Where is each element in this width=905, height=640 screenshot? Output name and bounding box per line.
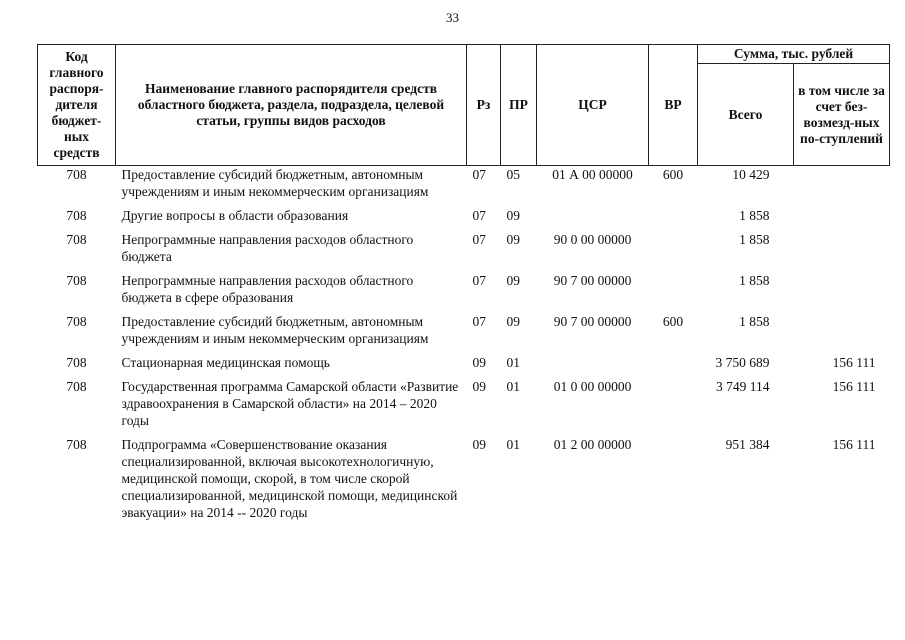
row-csr: 90 7 00 00000 bbox=[553, 314, 632, 329]
header-csr: ЦСР bbox=[537, 45, 649, 166]
row-rz: 07 bbox=[472, 273, 486, 288]
row-code: 708 bbox=[66, 167, 87, 182]
row-vr: 600 bbox=[662, 314, 684, 329]
row-vr bbox=[649, 272, 698, 306]
row-code: 708 bbox=[66, 437, 87, 452]
header-code: Код главного распоря-дителя бюджет-ных средств bbox=[38, 45, 116, 166]
row-csr bbox=[537, 354, 649, 371]
row-gratuitous bbox=[794, 272, 890, 306]
row-name: Непрограммные направления расходов областного бюджета bbox=[121, 232, 414, 264]
row-total: 1 858 bbox=[739, 273, 770, 288]
row-code: 708 bbox=[66, 379, 87, 394]
table-row bbox=[38, 272, 890, 306]
row-gratuitous: 156 111 bbox=[832, 379, 876, 394]
row-vr bbox=[649, 378, 698, 429]
row-gratuitous: 156 111 bbox=[832, 355, 876, 370]
row-gratuitous bbox=[794, 207, 890, 224]
header-vr: ВР bbox=[649, 45, 698, 166]
row-pr: 01 bbox=[506, 379, 520, 394]
row-rz: 07 bbox=[472, 232, 486, 247]
table-row bbox=[38, 231, 890, 265]
table-row bbox=[38, 313, 890, 347]
page-number: 33 bbox=[446, 10, 459, 25]
row-total: 10 429 bbox=[732, 167, 770, 182]
row-total: 3 750 689 bbox=[715, 355, 770, 370]
row-vr bbox=[649, 231, 698, 265]
row-name: Предоставление субсидий бюджетным, автономным учреждениям и иным некоммерческим организациям bbox=[121, 314, 429, 346]
row-pr: 09 bbox=[506, 208, 520, 223]
row-gratuitous bbox=[794, 166, 890, 201]
row-rz: 07 bbox=[472, 208, 486, 223]
row-code: 708 bbox=[66, 208, 87, 223]
row-rz: 07 bbox=[472, 167, 486, 182]
row-vr bbox=[649, 436, 698, 521]
row-pr: 09 bbox=[506, 314, 520, 329]
row-name: Подпрограмма «Совершенствование оказания специализированной, включая высокотехнологичную, медицинской помощи, скорой, в том числе скорой специализированной, медицинской помощи, медицинской эвакуации» на 2014 -- 2020 годы bbox=[121, 437, 458, 520]
row-name: Стационарная медицинская помощь bbox=[121, 355, 330, 370]
table-row bbox=[38, 436, 890, 521]
row-total: 3 749 114 bbox=[716, 379, 770, 394]
header-sum: Сумма, тыс. рублей bbox=[698, 45, 890, 64]
row-name: Непрограммные направления расходов областного бюджета в сфере образования bbox=[121, 273, 414, 305]
table-row bbox=[38, 166, 890, 201]
row-code: 708 bbox=[66, 314, 87, 329]
row-gratuitous: 156 111 bbox=[832, 437, 876, 452]
table-row bbox=[38, 354, 890, 371]
row-code: 708 bbox=[66, 273, 87, 288]
row-csr: 01 А 00 00000 bbox=[552, 167, 633, 182]
row-vr bbox=[649, 354, 698, 371]
header-pr: ПР bbox=[501, 45, 537, 166]
row-vr: 600 bbox=[662, 167, 684, 182]
row-code: 708 bbox=[66, 232, 87, 247]
row-rz: 07 bbox=[472, 314, 486, 329]
row-total: 1 858 bbox=[739, 314, 770, 329]
row-csr: 01 0 00 00000 bbox=[553, 379, 632, 394]
row-name: Предоставление субсидий бюджетным, автономным учреждениям и иным некоммерческим организациям bbox=[121, 167, 429, 199]
row-rz: 09 bbox=[472, 379, 486, 394]
row-rz: 09 bbox=[472, 355, 486, 370]
row-name: Государственная программа Самарской области «Развитие здравоохранения в Самарской области» на 2014 – 2020 годы bbox=[121, 379, 459, 428]
header-name: Наименование главного распорядителя средств областного бюджета, раздела, подраздела, целевой статьи, группы видов расходов bbox=[116, 45, 467, 166]
row-name: Другие вопросы в области образования bbox=[121, 208, 349, 223]
row-gratuitous bbox=[794, 231, 890, 265]
row-pr: 05 bbox=[506, 167, 520, 182]
row-pr: 01 bbox=[506, 355, 520, 370]
row-total: 1 858 bbox=[739, 208, 770, 223]
row-csr: 90 7 00 00000 bbox=[553, 273, 632, 288]
table-row bbox=[38, 378, 890, 429]
header-total: Всего bbox=[698, 64, 794, 166]
row-total: 951 384 bbox=[725, 437, 770, 452]
header-gratuitous: в том числе за счет без-возмезд-ных по-ступлений bbox=[794, 64, 890, 166]
table-row bbox=[38, 207, 890, 224]
row-vr bbox=[649, 207, 698, 224]
row-pr: 09 bbox=[506, 273, 520, 288]
header-rz: Рз bbox=[467, 45, 501, 166]
row-pr: 01 bbox=[506, 437, 520, 452]
row-rz: 09 bbox=[472, 437, 486, 452]
row-pr: 09 bbox=[506, 232, 520, 247]
row-gratuitous bbox=[794, 313, 890, 347]
row-code: 708 bbox=[66, 355, 87, 370]
row-csr: 01 2 00 00000 bbox=[553, 437, 632, 452]
row-csr: 90 0 00 00000 bbox=[553, 232, 632, 247]
row-total: 1 858 bbox=[739, 232, 770, 247]
budget-table bbox=[37, 44, 890, 521]
row-csr bbox=[537, 207, 649, 224]
